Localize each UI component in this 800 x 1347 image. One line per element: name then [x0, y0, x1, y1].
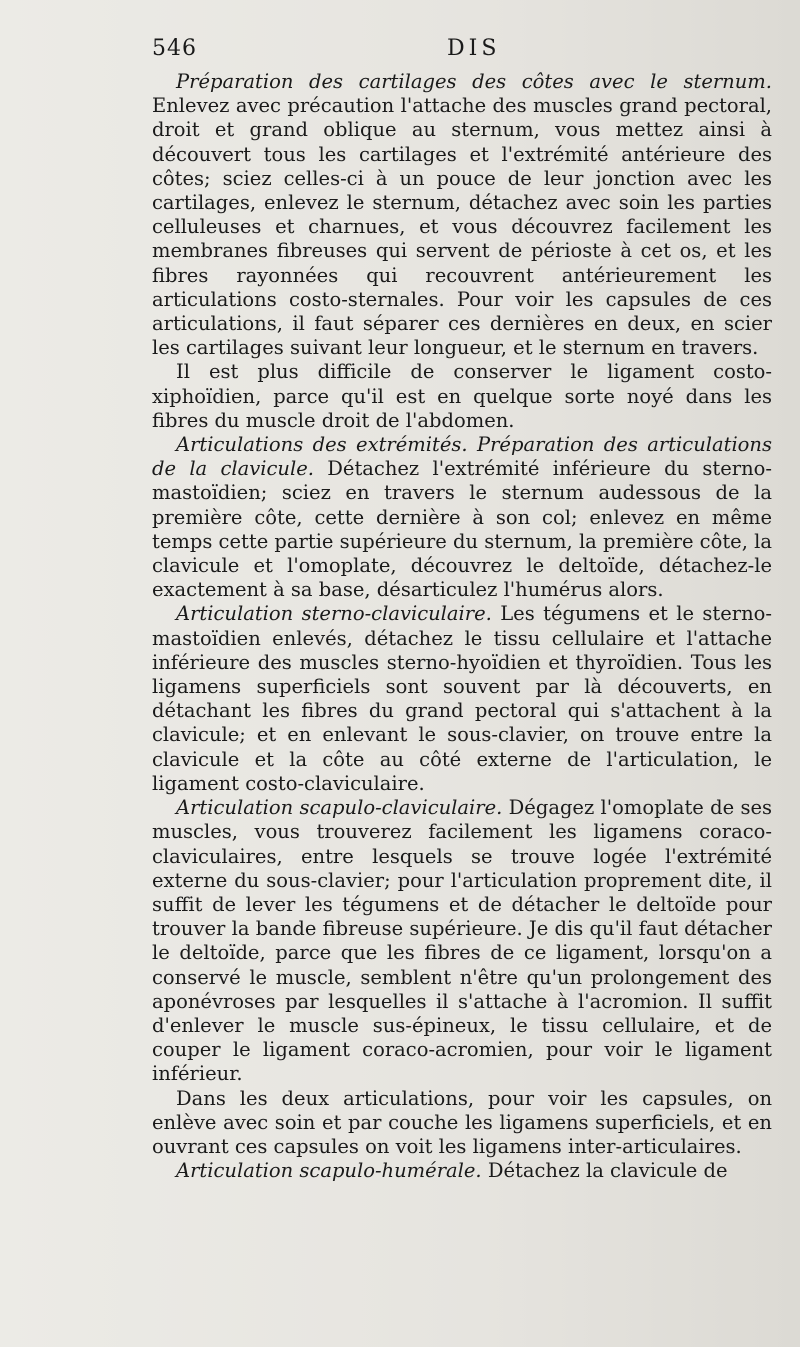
paragraph-body: Dégagez l'omoplate de ses muscles, vous trouverez facilement les ligamens coraco-claviculaires, entre lesquels se trouve logée l'extrémité externe du sous-clavier; pour l'articulation proprement dite, il suffit de lever les tégumens et de détacher le deltoïde pour trouver la bande fibreuse supérieure. Je dis qu'il faut détacher le deltoïde, parce que les fibres de ce ligament, lorsqu'on a conservé le muscle, semblent n'être qu'un prolongement des aponévroses par lesquelles il s'attache à l'acromion. Il suffit d'enlever le muscle sus-épineux, le tissu cellulaire, et de couper le ligament coraco-acromien, pour voir le ligament inférieur. [152, 796, 773, 1086]
paragraph-body: Enlevez avec précaution l'attache des muscles grand pectoral, droit et grand oblique au sternum, vous mettez ainsi à découvert tous les cartilages et l'extrémité antérieure des côtes; sciez celles-ci à un pouce de leur jonction avec les cartilages, enlevez le sternum, détachez avec soin les parties celluleuses et charnues, et vous découvrez facilement les membranes fibreuses qui servent de périoste à cet os, et les fibres rayonnées qui recouvrent antérieurement les articulations costo-sternales. Pour voir les capsules de ces articulations, il faut séparer ces dernières en deux, en scier les cartilages suivant leur longueur, et le sternum en travers. [152, 94, 772, 360]
paragraph [152, 1159, 772, 1183]
running-title: DIS [447, 36, 501, 61]
paragraph [152, 796, 772, 1086]
paragraph [152, 70, 772, 360]
page-number: 546 [152, 36, 197, 61]
paragraph-body: Dans les deux articulations, pour voir les capsules, on enlève avec soin et par couche les ligamens superficiels, et en ouvrant ces capsules on voit les ligamens inter-articulaires. [152, 1086, 772, 1158]
paragraph [152, 602, 772, 796]
section-heading: Articulation scapulo-humérale. [176, 1159, 482, 1183]
section-heading: Articulation sterno-claviculaire. [176, 602, 492, 626]
paragraph-body: Il est plus difficile de conserver le ligament costo-xiphoïdien, parce qu'il est en quelque sorte noyé dans les fibres du muscle droit de l'abdomen. [152, 360, 772, 432]
paragraph-body: Détachez l'extrémité inférieure du sterno-mastoïdien; sciez en travers le sternum audessous de la première côte, cette dernière à son col; enlevez en même temps cette partie supérieure du sternum, la première côte, la clavicule et l'omoplate, découvrez le deltoïde, détachez-le exactement à sa base, désarticulez l'humérus alors. [152, 457, 772, 602]
page-header [152, 36, 772, 68]
section-heading: Préparation des cartilages des côtes avec le sternum. [176, 70, 772, 93]
body-text [152, 70, 772, 1183]
paragraph [152, 433, 772, 602]
paragraph-body: Les tégumens et le sterno-mastoïdien enlevés, détachez le tissu cellulaire et l'attache inférieure des muscles sterno-hyoïdien et thyroïdien. Tous les ligamens superficiels sont souvent par là découverts, en détachant les fibres du grand pectoral qui s'attachent à la clavicule; et en enlevant le sous-clavier, on trouve entre la clavicule et la côte au côté externe de l'articulation, le ligament costo-claviculaire. [152, 602, 772, 795]
paragraph [152, 360, 772, 433]
section-heading: Articulations des extrémités. Préparation des articulations de la clavicule. [152, 433, 772, 481]
section-heading: Articulation scapulo-claviculaire. [176, 796, 503, 820]
paragraph-body: Détachez la clavicule de [487, 1159, 728, 1183]
paragraph [152, 1087, 772, 1160]
